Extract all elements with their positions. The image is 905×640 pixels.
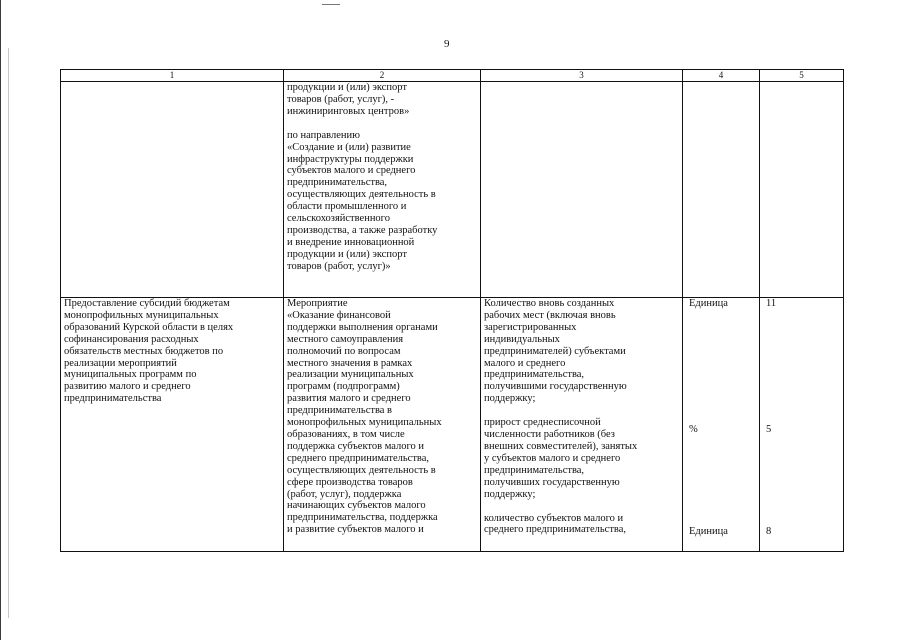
header-col-5: 5 — [760, 70, 844, 82]
table-row-continuation — [61, 82, 844, 298]
cell-col3-empty — [481, 82, 683, 298]
header-col-1: 1 — [61, 70, 284, 82]
unit-2: % — [689, 424, 698, 435]
page-number: 9 — [444, 38, 450, 50]
table-row-main — [61, 298, 844, 552]
cell-event-name — [61, 298, 284, 552]
indicators-table — [60, 69, 844, 552]
indicator-1: Количество вновь созданных рабочих мест (включая вновь зарегистрированных индивидуальных предпринимателей) субъектами малого и среднего предпринимательства, получившими государственную поддержку; — [484, 298, 627, 405]
cell-measure — [284, 298, 481, 552]
continuation-text-2: по направлению «Создание и (или) развитие инфраструктуры поддержки субъектов малого и среднего предпринимательства, осуществляющих деятельность в области промышленного и сельскохозяйственного производства, а также разработку и внедрение инновационной продукции и (или) экспорт товаров (работ, услуг)» — [287, 129, 438, 272]
cell-indicators — [481, 298, 683, 552]
continuation-text-1: продукции и (или) экспорт товаров (работ, услуг), - инжиниринговых центров» — [287, 82, 410, 117]
scan-mark — [322, 4, 340, 5]
unit-1: Единица — [689, 298, 728, 309]
unit-3: Единица — [689, 526, 728, 537]
value-1: 11 — [766, 298, 777, 309]
indicator-3: количество субъектов малого и среднего предпринимательства, — [484, 512, 627, 536]
cell-col4-empty — [683, 82, 760, 298]
event-name-text: Предоставление субсидий бюджетам монопрофильных муниципальных образований Курской области в целях софинансирования расходных обязательств местных бюджетов по реализации мероприятий муниципальных программ по развитию малого и среднего предпринимательства — [64, 298, 234, 405]
cell-col2-continuation — [284, 82, 481, 298]
header-col-2: 2 — [284, 70, 481, 82]
scan-shadow — [8, 48, 9, 618]
scan-edge — [0, 0, 1, 640]
indicator-2: прирост среднесписочной численности работников (без внешних совместителей), занятых у субъектов малого и среднего предпринимательства, получивших государственную поддержку; — [484, 417, 638, 500]
header-row — [61, 70, 844, 82]
measure-text: Мероприятие «Оказание финансовой поддержки выполнения органами местного самоуправления полномочий по вопросам местного значения в рамках реализации муниципальных программ (подпрограмм) развития малого и среднего предпринимательства в монопрофильных муниципальных образованиях, в том числе поддержка субъектов малого и среднего предпринимательства, осуществляющих деятельность в сфере производства товаров (работ, услуг), поддержка начинающих субъектов малого предпринимательства, поддержка и развитие субъектов малого и — [287, 298, 442, 536]
value-3: 8 — [766, 526, 772, 537]
cell-values — [760, 298, 844, 552]
header-col-4: 4 — [683, 70, 760, 82]
value-2: 5 — [766, 424, 772, 435]
cell-col5-empty — [760, 82, 844, 298]
cell-col1-empty — [61, 82, 284, 298]
cell-units — [683, 298, 760, 552]
header-col-3: 3 — [481, 70, 683, 82]
